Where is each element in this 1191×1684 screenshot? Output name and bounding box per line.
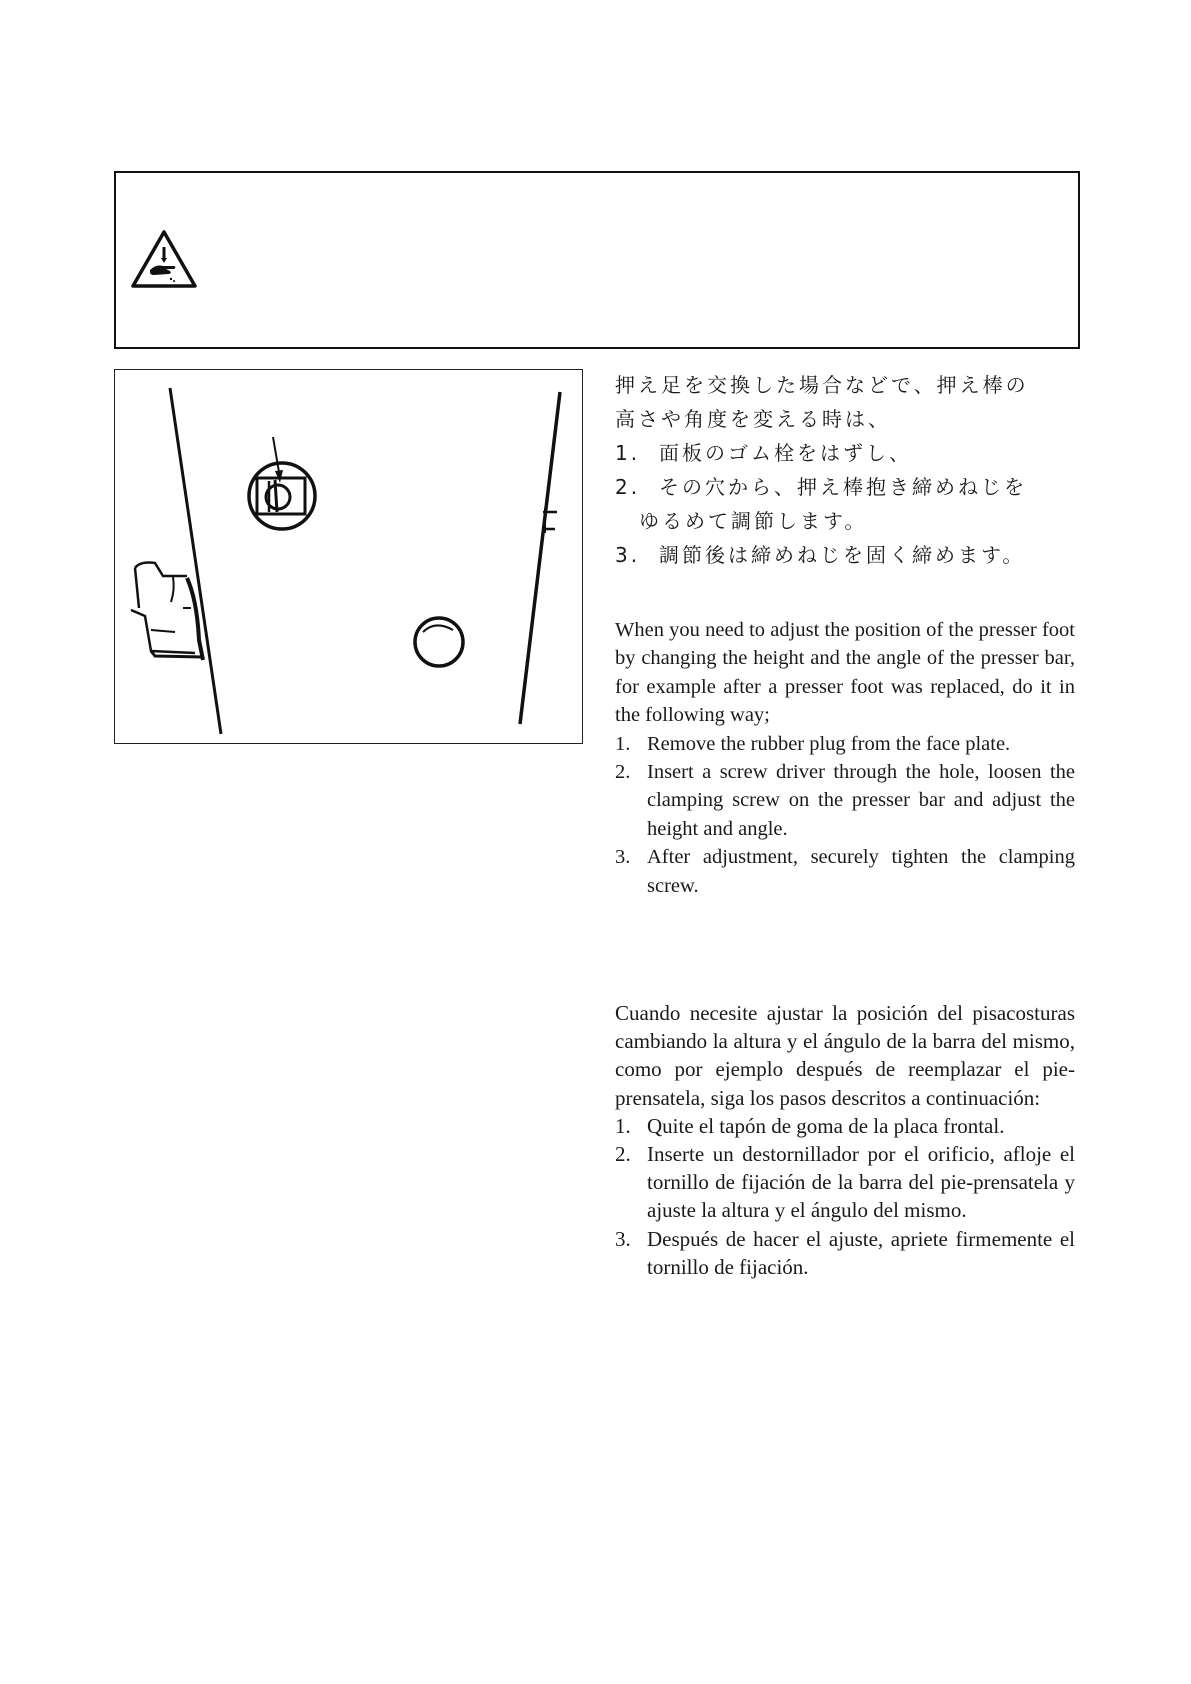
ja-step-text: 面板のゴム栓をはずし、	[659, 441, 912, 465]
ja-step-1	[615, 436, 1075, 470]
step-number: 1.	[615, 732, 631, 755]
es-steps	[615, 1112, 1075, 1281]
ja-step-2	[615, 470, 1075, 504]
instruction-column	[615, 368, 1075, 1279]
step-text: Inserte un destornillador por el orificio, afloje el tornillo de fijación de la barra del pie-prensatela y ajuste la altura y el ángulo del mismo.	[647, 1142, 1075, 1223]
step-number: 1.	[615, 1113, 631, 1138]
step-number: 3.	[615, 846, 631, 869]
ja-step-number: 2.	[615, 475, 641, 499]
step-text: After adjustment, securely tighten the clamping screw.	[647, 846, 1075, 897]
en-intro: When you need to adjust the position of the presser foot by changing the height and the angle of the presser bar, for example after a presser foot was replaced, do it in the following way;	[615, 619, 1075, 727]
step-text: Insert a screw driver through the hole, loosen the clamping screw on the presser bar and adjust the height and angle.	[647, 761, 1075, 840]
ja-step-2-continued: ゆるめて調節します。	[639, 509, 868, 533]
english-instructions	[615, 616, 1075, 900]
ja-step-number: 3.	[615, 543, 641, 567]
step-number: 2.	[615, 761, 631, 784]
ja-step-text: 調節後は締めねじを固く締めます。	[659, 543, 1026, 567]
en-step-2	[615, 758, 1075, 843]
step-number: 3.	[615, 1226, 631, 1251]
es-step-1	[615, 1112, 1075, 1140]
ja-intro-line-1: 押え足を交換した場合などで、押え棒の	[615, 373, 1029, 397]
hand-caution-icon	[130, 229, 198, 289]
es-intro: Cuando necesite ajustar la posición del pisacosturas cambiando la altura y el ángulo de la barra del mismo, como por ejemplo después de reemplazar el pie-prensatela, siga los pasos descritos a continuación:	[615, 1001, 1075, 1110]
spanish-instructions	[615, 999, 1075, 1281]
es-step-2	[615, 1140, 1075, 1225]
ja-step-number: 1.	[615, 441, 641, 465]
step-number: 2.	[615, 1142, 631, 1167]
step-text: Quite el tapón de goma de la placa frontal.	[647, 1113, 1005, 1138]
face-plate-rubber-plug-figure	[115, 370, 584, 745]
ja-step-3	[615, 538, 1075, 572]
japanese-instructions	[615, 368, 1075, 572]
step-text: Remove the rubber plug from the face plate.	[647, 732, 1011, 755]
ja-intro-line-2: 高さや角度を変える時は、	[615, 407, 891, 431]
face-plate-figure	[114, 369, 583, 744]
ja-step-text: その穴から、押え棒抱き締めねじを	[659, 475, 1027, 499]
caution-box	[114, 171, 1080, 349]
step-text: Después de hacer el ajuste, apriete firmemente el tornillo de fijación.	[647, 1226, 1075, 1279]
en-step-1	[615, 730, 1075, 758]
en-step-3	[615, 843, 1075, 900]
es-step-3	[615, 1225, 1075, 1281]
en-steps	[615, 730, 1075, 900]
